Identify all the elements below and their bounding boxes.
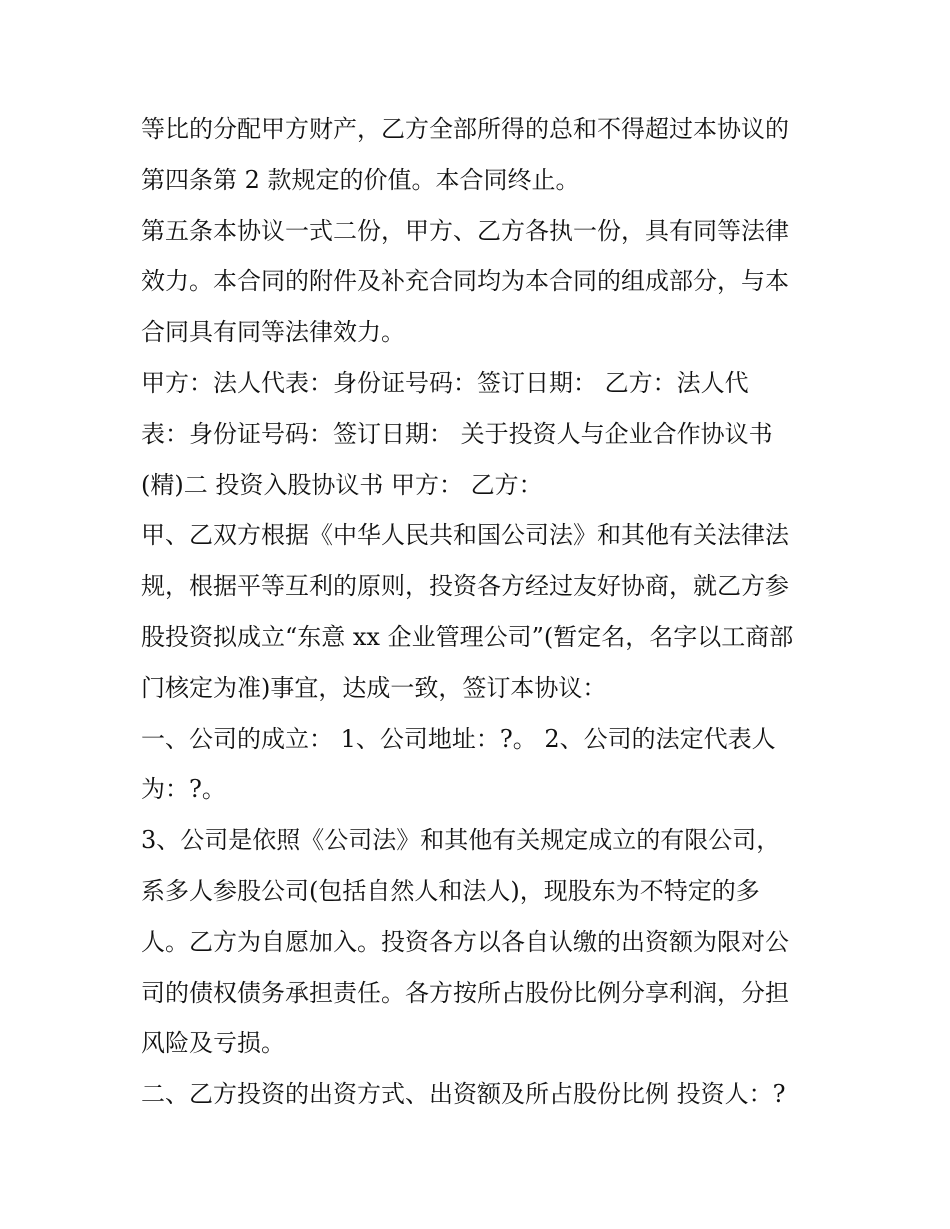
text-line: 合同具有同等法律效力。 <box>141 318 405 347</box>
text-line: 甲、乙双方根据《中华人民共和国公司法》和其他有关法律法 <box>141 521 789 550</box>
text-line: 效力。本合同的附件及补充合同均为本合同的组成部分，与本 <box>141 267 789 296</box>
text-line: 门核定为准)事宜，达成一致，签订本协议： <box>141 673 607 702</box>
text-line: 司的债权债务承担责任。各方按所占股份比例分享利润，分担 <box>141 978 789 1007</box>
text-line: (精)二 投资入股协议书 甲方： 乙方： <box>141 470 543 499</box>
text-line: 人。乙方为自愿加入。投资各方以各自认缴的出资额为限对公 <box>141 927 789 956</box>
text-line: 甲方：法人代表：身份证号码：签订日期： 乙方：法人代 <box>141 368 749 397</box>
text-line: 3、公司是依照《公司法》和其他有关规定成立的有限公司， <box>141 826 781 855</box>
text-line: 一、公司的成立： 1、公司地址：?。 2、公司的法定代表人 <box>141 724 776 753</box>
text-line: 规，根据平等互利的原则，投资各方经过友好协商，就乙方参 <box>141 572 789 601</box>
text-line: 股投资拟成立“东意 xx 企业管理公司”(暂定名，名字以工商部 <box>141 622 794 651</box>
text-line: 第五条本协议一式二份，甲方、乙方各执一份，具有同等法律 <box>141 216 789 245</box>
text-line: 表：身份证号码：签订日期： 关于投资人与企业合作协议书 <box>141 419 773 448</box>
text-line: 第四条第 2 款规定的价值。本合同终止。 <box>141 165 580 194</box>
text-line: 为：?。 <box>141 775 226 804</box>
text-line: 二、乙方投资的出资方式、出资额及所占股份比例 投资人：? <box>141 1080 786 1109</box>
text-line: 系多人参股公司(包括自然人和法人)，现股东为不特定的多 <box>141 876 760 905</box>
document-body <box>141 104 821 1120</box>
text-line: 等比的分配甲方财产，乙方全部所得的总和不得超过本协议的 <box>141 115 789 143</box>
text-line: 风险及亏损。 <box>141 1029 285 1058</box>
